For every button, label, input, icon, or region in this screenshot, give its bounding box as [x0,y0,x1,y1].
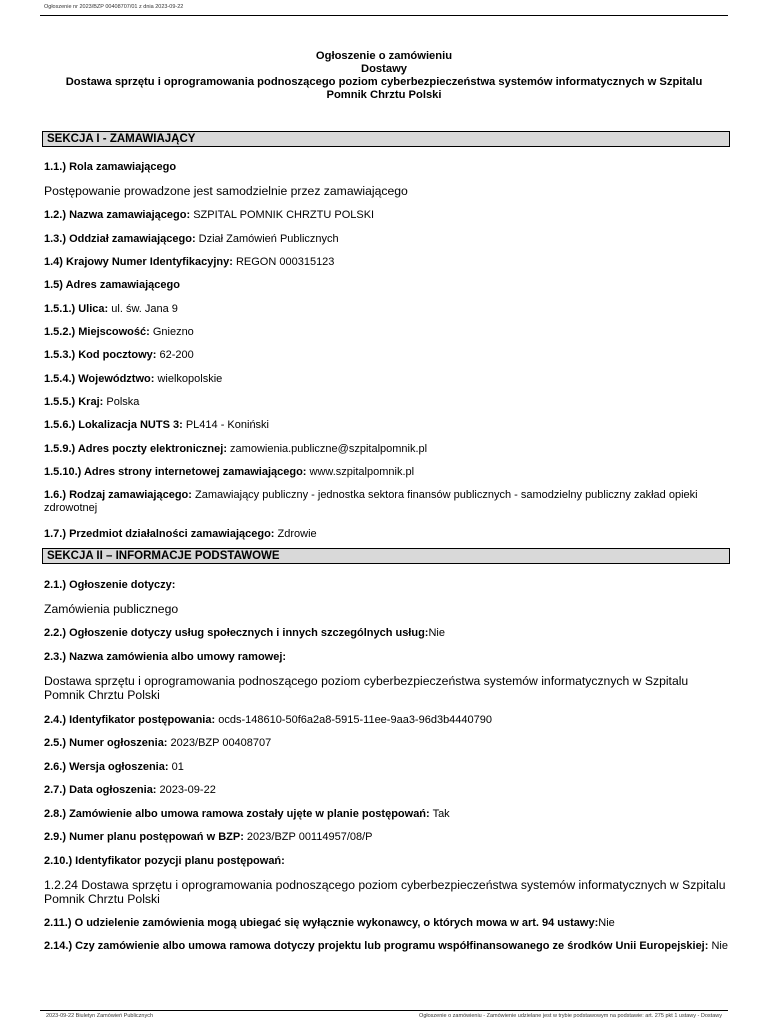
field-1-3-value: Dział Zamówień Publicznych [198,233,339,245]
field-1-6-value: Zamawiający publiczny - jednostka sektora finansów publicznych - samodzielny publiczny zakład opieki zdrowotnej [44,489,698,514]
field-1-5-4-value: wielkopolskie [157,373,223,385]
field-2-7-label: 2.7.) Data ogłoszenia: [44,784,157,796]
field-1-5 [44,279,728,292]
header-divider [40,15,728,16]
field-2-5 [44,737,728,750]
field-2-9-label: 2.9.) Numer planu postępowań w BZP: [44,831,244,843]
field-1-5-3-label: 1.5.3.) Kod pocztowy: [44,349,157,361]
field-1-4 [44,256,728,269]
field-1-2 [44,209,728,222]
field-1-5-4-label: 1.5.4.) Województwo: [44,373,155,385]
field-2-14 [44,940,728,953]
field-1-3-label: 1.3.) Oddział zamawiającego: [44,233,196,245]
field-1-5-1-value: ul. św. Jana 9 [111,303,178,315]
field-1-5-2 [44,326,728,339]
field-2-8-value: Tak [432,808,450,820]
field-2-4 [44,714,728,727]
field-1-5-10 [44,466,728,479]
field-2-9-value: 2023/BZP 00114957/08/P [246,831,373,843]
field-2-7 [44,784,728,797]
title-line-1: Ogłoszenie o zamówieniu [315,50,453,62]
field-2-10-value: 1.2.24 Dostawa sprzętu i oprogramowania podnoszącego poziom cyberbezpieczeństwa systemów informatycznych w Szpitalu Pomnik Chrztu Polski [44,878,726,906]
field-2-14-label: 2.14.) Czy zamówienie albo umowa ramowa dotyczy projektu lub programu współfinansowanego ze środków Unii Europejskiej: [44,940,709,952]
title-line-2: Dostawy [360,63,407,75]
field-1-6 [44,489,728,515]
field-2-7-value: 2023-09-22 [159,784,216,796]
field-1-5-1 [44,303,728,316]
field-1-5-4 [44,373,728,386]
field-2-14-value: Nie [711,940,728,952]
email-value: zamowienia.publiczne@szpitalpomnik.pl [230,443,428,455]
field-1-5-2-value: Gniezno [152,326,194,338]
field-2-2 [44,627,728,640]
field-1-1-label: 1.1.) Rola zamawiającego [44,161,177,173]
field-2-1-label: 2.1.) Ogłoszenie dotyczy: [44,579,176,591]
field-2-4-label: 2.4.) Identyfikator postępowania: [44,714,216,726]
field-2-6-value: 01 [171,761,184,773]
field-1-2-label: 1.2.) Nazwa zamawiającego: [44,209,191,221]
field-1-5-label: 1.5) Adres zamawiającego [44,279,180,291]
field-2-4-value: ocds-148610-50f6a2a8-5915-11ee-9aa3-96d3b4440790 [218,714,493,726]
field-1-5-1-label: 1.5.1.) Ulica: [44,303,109,315]
field-1-5-2-label: 1.5.2.) Miejscowość: [44,326,150,338]
field-2-2-label: 2.2.) Ogłoszenie dotyczy usług społecznych i innych szczególnych usług: [44,627,429,639]
field-2-6-label: 2.6.) Wersja ogłoszenia: [44,761,169,773]
field-1-5-5 [44,396,728,409]
field-2-8-label: 2.8.) Zamówienie albo umowa ramowa zostały ujęte w planie postępowań: [44,808,430,820]
field-2-11-label: 2.11.) O udzielenie zamówienia mogą ubiegać się wyłącznie wykonawcy, o których mowa w art. 94 ustawy: [44,917,599,929]
field-1-4-value: REGON 000315123 [235,256,335,268]
field-1-6-label: 1.6.) Rodzaj zamawiającego: [44,489,192,501]
field-1-5-6 [44,419,728,432]
field-2-3-value: Dostawa sprzętu i oprogramowania podnoszącego poziom cyberbezpieczeństwa systemów informatycznych w Szpitalu Pomnik Chrztu Polski [44,674,689,702]
footer-right: Ogłoszenie o zamówieniu - Zamówienie udzielane jest w trybie podstawowym na podstawie: art. 275 pkt 1 ustawy - Dostawy [419,1013,722,1019]
field-2-10-label: 2.10.) Identyfikator pozycji planu postępowań: [44,855,285,867]
field-1-1-value: Postępowanie prowadzone jest samodzielnie przez zamawiającego [44,184,408,198]
section-2-heading: SEKCJA II – INFORMACJE PODSTAWOWE [42,548,730,564]
footer-left: 2023-09-22 Biuletyn Zamówień Publicznych [46,1013,154,1019]
field-1-5-9 [44,443,728,456]
field-2-9 [44,831,728,844]
field-2-3-label: 2.3.) Nazwa zamówienia albo umowy ramowej: [44,651,287,663]
field-1-3 [44,233,728,246]
field-2-2-value: Nie [428,627,445,639]
website-value: www.szpitalpomnik.pl [309,466,415,478]
field-1-5-5-label: 1.5.5.) Kraj: [44,396,104,408]
field-1-5-3 [44,349,728,362]
section-1-heading: SEKCJA I - ZAMAWIAJĄCY [42,131,730,147]
field-2-11-value: Nie [598,917,615,929]
field-1-5-3-value: 62-200 [159,349,194,361]
field-1-7-label: 1.7.) Przedmiot działalności zamawiającego: [44,528,275,540]
title-line-4: Pomnik Chrztu Polski [326,89,442,101]
field-1-5-5-value: Polska [106,396,140,408]
field-2-1-value: Zamówienia publicznego [44,602,179,616]
field-2-5-value: 2023/BZP 00408707 [170,737,272,749]
field-1-5-9-label: 1.5.9.) Adres poczty elektronicznej: [44,443,227,455]
title-line-3: Dostawa sprzętu i oprogramowania podnoszącego poziom cyberbezpieczeństwa systemów informatycznych w Szpitalu [65,76,703,88]
field-1-5-6-label: 1.5.6.) Lokalizacja NUTS 3: [44,419,183,431]
field-1-5-6-value: PL414 - Koniński [185,419,270,431]
header-meta: Ogłoszenie nr 2023/BZP 00408707/01 z dnia 2023-09-22 [44,4,184,10]
field-2-11 [44,917,728,930]
field-2-6 [44,761,728,774]
document-title [40,50,728,102]
field-1-5-10-label: 1.5.10.) Adres strony internetowej zamawiającego: [44,466,307,478]
field-1-4-label: 1.4) Krajowy Numer Identyfikacyjny: [44,256,233,268]
field-2-5-label: 2.5.) Numer ogłoszenia: [44,737,168,749]
field-1-2-value: SZPITAL POMNIK CHRZTU POLSKI [193,209,375,221]
field-1-7 [44,528,728,541]
field-2-8 [44,808,728,821]
field-1-7-value: Zdrowie [277,528,317,540]
footer-divider [40,1010,728,1011]
